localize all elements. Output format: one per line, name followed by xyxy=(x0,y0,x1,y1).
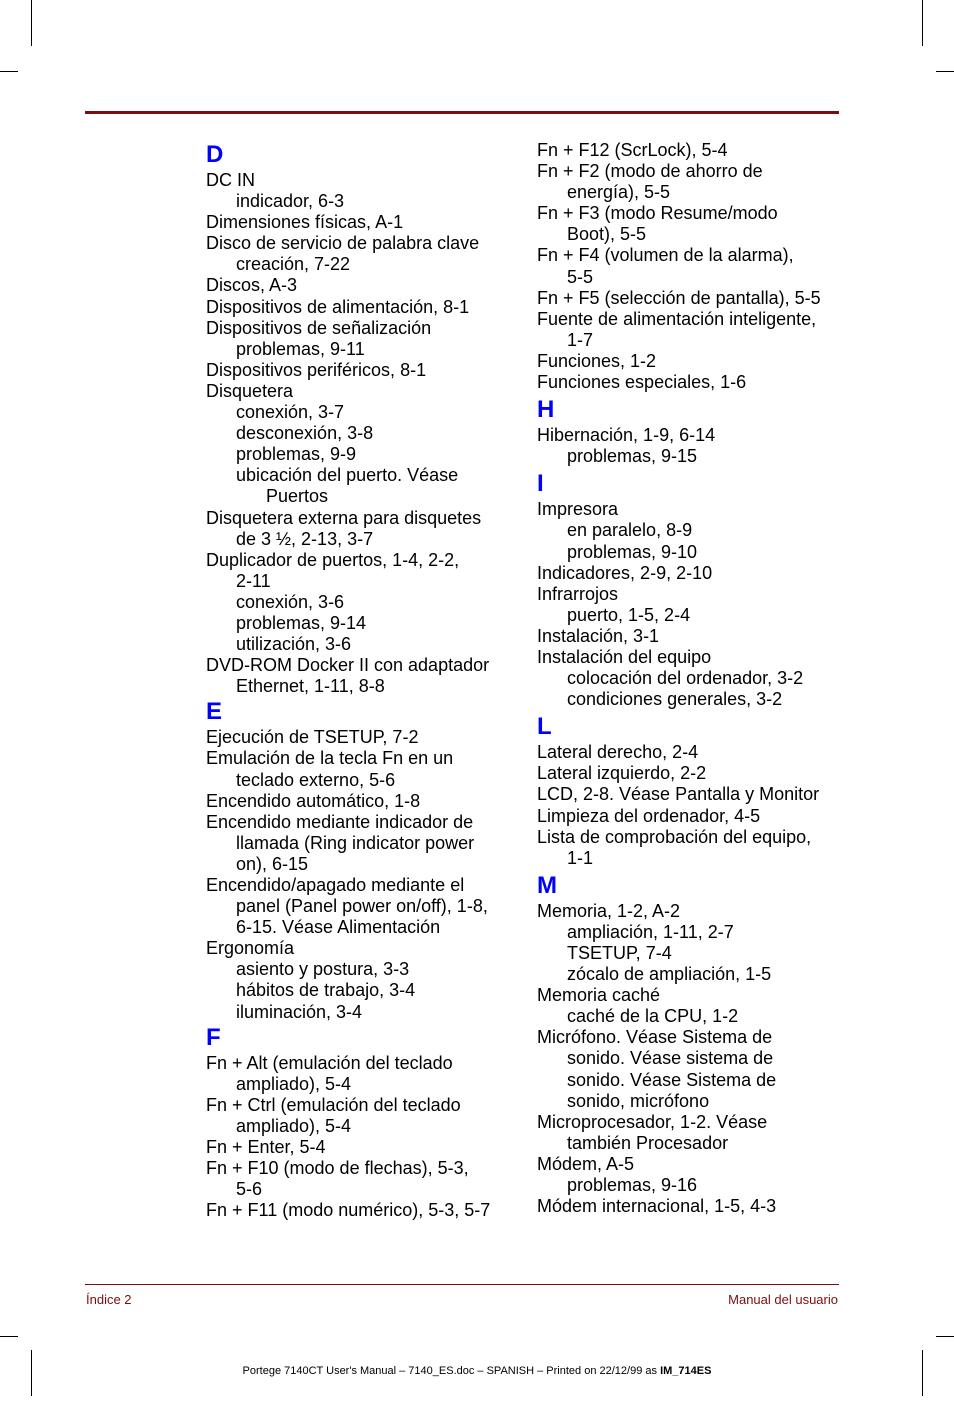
index-subentry: problemas, 9-11 xyxy=(236,338,365,359)
index-entry: Instalación del equipo xyxy=(537,646,712,667)
index-subentry: teclado externo, 5-6 xyxy=(236,769,396,790)
index-subentry: colocación del ordenador, 3-2 xyxy=(567,668,804,689)
index-subentry: llamada (Ring indicator power xyxy=(236,832,475,853)
index-entry: Hibernación, 1-9, 6-14 xyxy=(537,425,716,446)
index-subentry: sonido, micrófono xyxy=(567,1090,710,1111)
index-subentry: 1-1 xyxy=(567,847,594,868)
index-subentry: zócalo de ampliación, 1-5 xyxy=(567,964,772,985)
index-subentry: problemas, 9-15 xyxy=(567,446,698,467)
index-entry: Fn + Ctrl (emulación del teclado xyxy=(206,1094,461,1115)
index-subentry: 5-6 xyxy=(236,1179,263,1200)
index-entry: Módem internacional, 1-5, 4-3 xyxy=(537,1196,777,1217)
index-entry: Encendido/apagado mediante el xyxy=(206,875,465,895)
index-subentry: conexión, 3-7 xyxy=(236,402,345,423)
index-entry: DVD-ROM Docker II con adaptador xyxy=(206,655,490,676)
index-subentry: 2-11 xyxy=(236,570,271,591)
index-entry: Lateral derecho, 2-4 xyxy=(537,742,699,763)
index-entry: Fn + F5 (selección de pantalla), 5-5 xyxy=(537,287,821,308)
index-entry: Micrófono. Véase Sistema de xyxy=(537,1027,773,1048)
index-subentry: ubicación del puerto. Véase xyxy=(236,465,459,486)
section-letter-i: I xyxy=(537,470,544,498)
crop-mark xyxy=(0,71,18,72)
index-subentry: de 3 ½, 2-13, 3-7 xyxy=(236,528,374,549)
section-letter-h: H xyxy=(537,396,555,424)
print-info-line xyxy=(0,1365,954,1377)
index-entry: Memoria caché xyxy=(537,985,661,1006)
index-entry: Encendido mediante indicador de xyxy=(206,811,474,832)
index-subentry: sonido. Véase sistema de xyxy=(567,1048,774,1069)
index-subentry: ampliación, 1-11, 2-7 xyxy=(567,921,734,942)
index-column-right xyxy=(537,140,857,1217)
index-subentry: problemas, 9-9 xyxy=(236,444,357,465)
print-info-text: Portege 7140CT User's Manual – 7140_ES.doc – SPANISH – Printed on 22/12/99 as xyxy=(242,1365,661,1377)
index-entry: Impresora xyxy=(537,499,619,520)
index-entry: Funciones, 1-2 xyxy=(537,350,657,371)
index-entry: Emulación de la tecla Fn en un xyxy=(206,748,454,769)
index-subentry: también Procesador xyxy=(567,1132,729,1153)
index-entry: Indicadores, 2-9, 2-10 xyxy=(537,562,713,583)
index-entry: Lista de comprobación del equipo, xyxy=(537,826,812,847)
index-subentry: on), 6-15 xyxy=(236,853,309,874)
crop-mark xyxy=(0,1336,18,1337)
index-subentry: 6-15. Véase Alimentación xyxy=(236,917,441,938)
crop-mark xyxy=(936,1336,954,1337)
index-subentry: problemas, 9-16 xyxy=(567,1175,698,1196)
print-info-code: IM_714ES xyxy=(660,1365,712,1377)
index-subentry: 5-5 xyxy=(567,266,594,287)
index-entry: Fuente de alimentación inteligente, xyxy=(537,308,817,329)
index-subentry: ampliado), 5-4 xyxy=(236,1115,352,1136)
index-subentry: condiciones generales, 3-2 xyxy=(567,689,783,710)
index-entry: Instalación, 3-1 xyxy=(537,625,660,646)
index-subentry: 1-7 xyxy=(567,329,594,350)
section-letter-m: M xyxy=(537,871,557,899)
index-subentry: asiento y postura, 3-3 xyxy=(236,959,410,980)
header-rule xyxy=(85,111,839,114)
index-subentry: indicador, 6-3 xyxy=(236,191,345,212)
index-entry: Fn + F12 (ScrLock), 5-4 xyxy=(537,140,728,160)
index-entry: Discos, A-3 xyxy=(206,275,298,296)
index-column-left xyxy=(206,140,526,1221)
index-subentry: hábitos de trabajo, 3-4 xyxy=(236,980,416,1001)
index-entry: Fn + F2 (modo de ahorro de xyxy=(537,161,763,182)
index-entry: Fn + F11 (modo numérico), 5-3, 5-7 xyxy=(206,1200,491,1221)
index-subentry: creación, 7-22 xyxy=(236,254,351,275)
index-subentry: Boot), 5-5 xyxy=(567,224,647,245)
crop-mark xyxy=(936,71,954,72)
index-entry: Dimensiones físicas, A-1 xyxy=(206,212,404,233)
index-entry: Encendido automático, 1-8 xyxy=(206,790,421,811)
index-entry: DC IN xyxy=(206,170,255,190)
index-subentry: caché de la CPU, 1-2 xyxy=(567,1006,739,1027)
footer-manual-title: Manual del usuario xyxy=(728,1292,838,1307)
index-entry: Fn + F3 (modo Resume/modo xyxy=(537,203,778,224)
index-entry: Microprocesador, 1-2. Véase xyxy=(537,1111,768,1132)
section-letter-f: F xyxy=(206,1023,221,1051)
section-letter-l: L xyxy=(537,713,552,741)
index-entry: Ejecución de TSETUP, 7-2 xyxy=(206,727,419,748)
index-entry: Fn + Enter, 5-4 xyxy=(206,1137,326,1158)
index-entry: Fn + Alt (emulación del teclado xyxy=(206,1052,453,1073)
footer-rule xyxy=(85,1284,839,1285)
index-subentry: problemas, 9-10 xyxy=(567,541,698,562)
index-entry: LCD, 2-8. Véase Pantalla y Monitor xyxy=(537,784,820,805)
index-subentry: Puertos xyxy=(266,486,329,507)
index-entry: Fn + F4 (volumen de la alarma), xyxy=(537,245,794,266)
index-entry: Disco de servicio de palabra clave xyxy=(206,233,480,254)
index-entry: Fn + F10 (modo de flechas), 5-3, xyxy=(206,1158,469,1179)
index-entry: Limpieza del ordenador, 4-5 xyxy=(537,805,761,826)
index-entry: Ergonomía xyxy=(206,938,295,959)
index-subentry: utilización, 3-6 xyxy=(236,634,352,655)
index-entry: Funciones especiales, 1-6 xyxy=(537,372,747,393)
index-entry: Infrarrojos xyxy=(537,583,619,604)
index-subentry: panel (Panel power on/off), 1-8, xyxy=(236,896,488,917)
index-entry: Dispositivos de alimentación, 8-1 xyxy=(206,296,470,317)
index-entry: Módem, A-5 xyxy=(537,1153,635,1174)
section-letter-e: E xyxy=(206,698,223,726)
crop-mark xyxy=(922,0,923,46)
index-subentry: conexión, 3-6 xyxy=(236,591,345,612)
index-subentry: sonido. Véase Sistema de xyxy=(567,1069,777,1090)
index-subentry: ampliado), 5-4 xyxy=(236,1073,352,1094)
footer-page-label: Índice 2 xyxy=(86,1292,132,1307)
index-subentry: energía), 5-5 xyxy=(567,182,671,203)
index-entry: Dispositivos de señalización xyxy=(206,317,432,338)
section-letter-d: D xyxy=(206,141,224,168)
crop-mark xyxy=(31,0,32,46)
index-entry: Memoria, 1-2, A-2 xyxy=(537,900,681,921)
index-entry: Lateral izquierdo, 2-2 xyxy=(537,763,707,784)
index-entry: Duplicador de puertos, 1-4, 2-2, xyxy=(206,549,460,570)
index-subentry: desconexión, 3-8 xyxy=(236,423,374,444)
index-entry: Disquetera externa para disquetes xyxy=(206,507,482,528)
index-subentry: Ethernet, 1-11, 8-8 xyxy=(236,676,385,697)
index-subentry: iluminación, 3-4 xyxy=(236,1001,363,1022)
index-entry: Disquetera xyxy=(206,380,294,401)
index-entry: Dispositivos periféricos, 8-1 xyxy=(206,359,427,380)
index-subentry: en paralelo, 8-9 xyxy=(567,520,693,541)
index-subentry: TSETUP, 7-4 xyxy=(567,943,672,963)
index-subentry: puerto, 1-5, 2-4 xyxy=(567,604,691,625)
index-subentry: problemas, 9-14 xyxy=(236,612,367,633)
